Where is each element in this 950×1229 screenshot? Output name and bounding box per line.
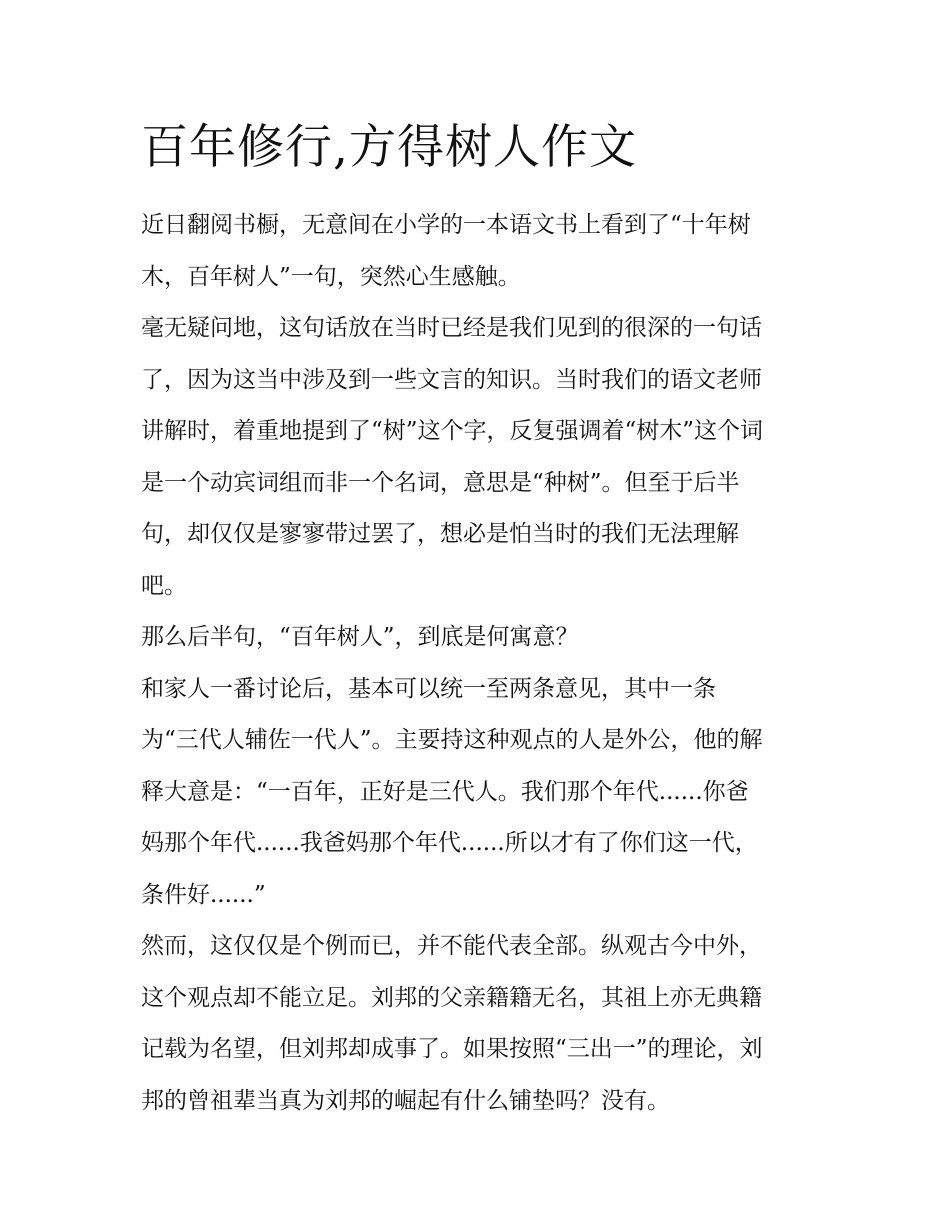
text-line: 那么后半句，“百年树人”，到底是何寓意？	[141, 624, 579, 650]
text-line: 这个观点却不能立足。刘邦的父亲籍籍无名，其祖上亦无典籍	[141, 984, 762, 1011]
text-line: 为“三代人辅佐一代人”。主要持这种观点的人是外公，他的解	[141, 727, 763, 753]
text-line: 了，因为这当中涉及到一些文言的知识。当时我们的语文老师	[141, 366, 762, 393]
document-body	[141, 200, 841, 1127]
text-line: 是一个动宾词组而非一个名词，意思是“种树”。但至于后半	[141, 469, 740, 496]
text-line: 和家人一番讨论后，基本可以统一至两条意见，其中一条	[141, 675, 716, 702]
text-line: 然而，这仅仅是个例而已，并不能代表全部。纵观古今中外，	[141, 933, 762, 959]
text-line: 妈那个年代......我爸妈那个年代......所以才有了你们这一代，	[141, 830, 758, 856]
text-line: 木，百年树人”一句，突然心生感触。	[141, 263, 521, 290]
text-line: 吧。	[141, 572, 187, 599]
text-line: 句，却仅仅是寥寥带过罢了，想必是怕当时的我们无法理解	[141, 521, 739, 547]
text-line: 讲解时，着重地提到了“树”这个字，反复强调着“树木”这个词	[141, 418, 764, 444]
text-line: 条件好......”	[141, 881, 266, 908]
text-line: 近日翻阅书橱，无意间在小学的一本语文书上看到了“十年树	[141, 212, 751, 238]
text-line: 毫无疑问地，这句话放在当时已经是我们见到的很深的一句话	[141, 315, 762, 341]
text-line: 记载为名望，但刘邦却成事了。如果按照“三出一”的理论，刘	[141, 1036, 763, 1062]
document-title: 百年修行,方得树人作文	[141, 120, 637, 175]
text-line: 邦的曾祖辈当真为刘邦的崛起有什么铺垫吗？没有。	[141, 1087, 670, 1114]
text-line: 释大意是：“一百年，正好是三代人。我们那个年代......你爸	[141, 778, 749, 805]
